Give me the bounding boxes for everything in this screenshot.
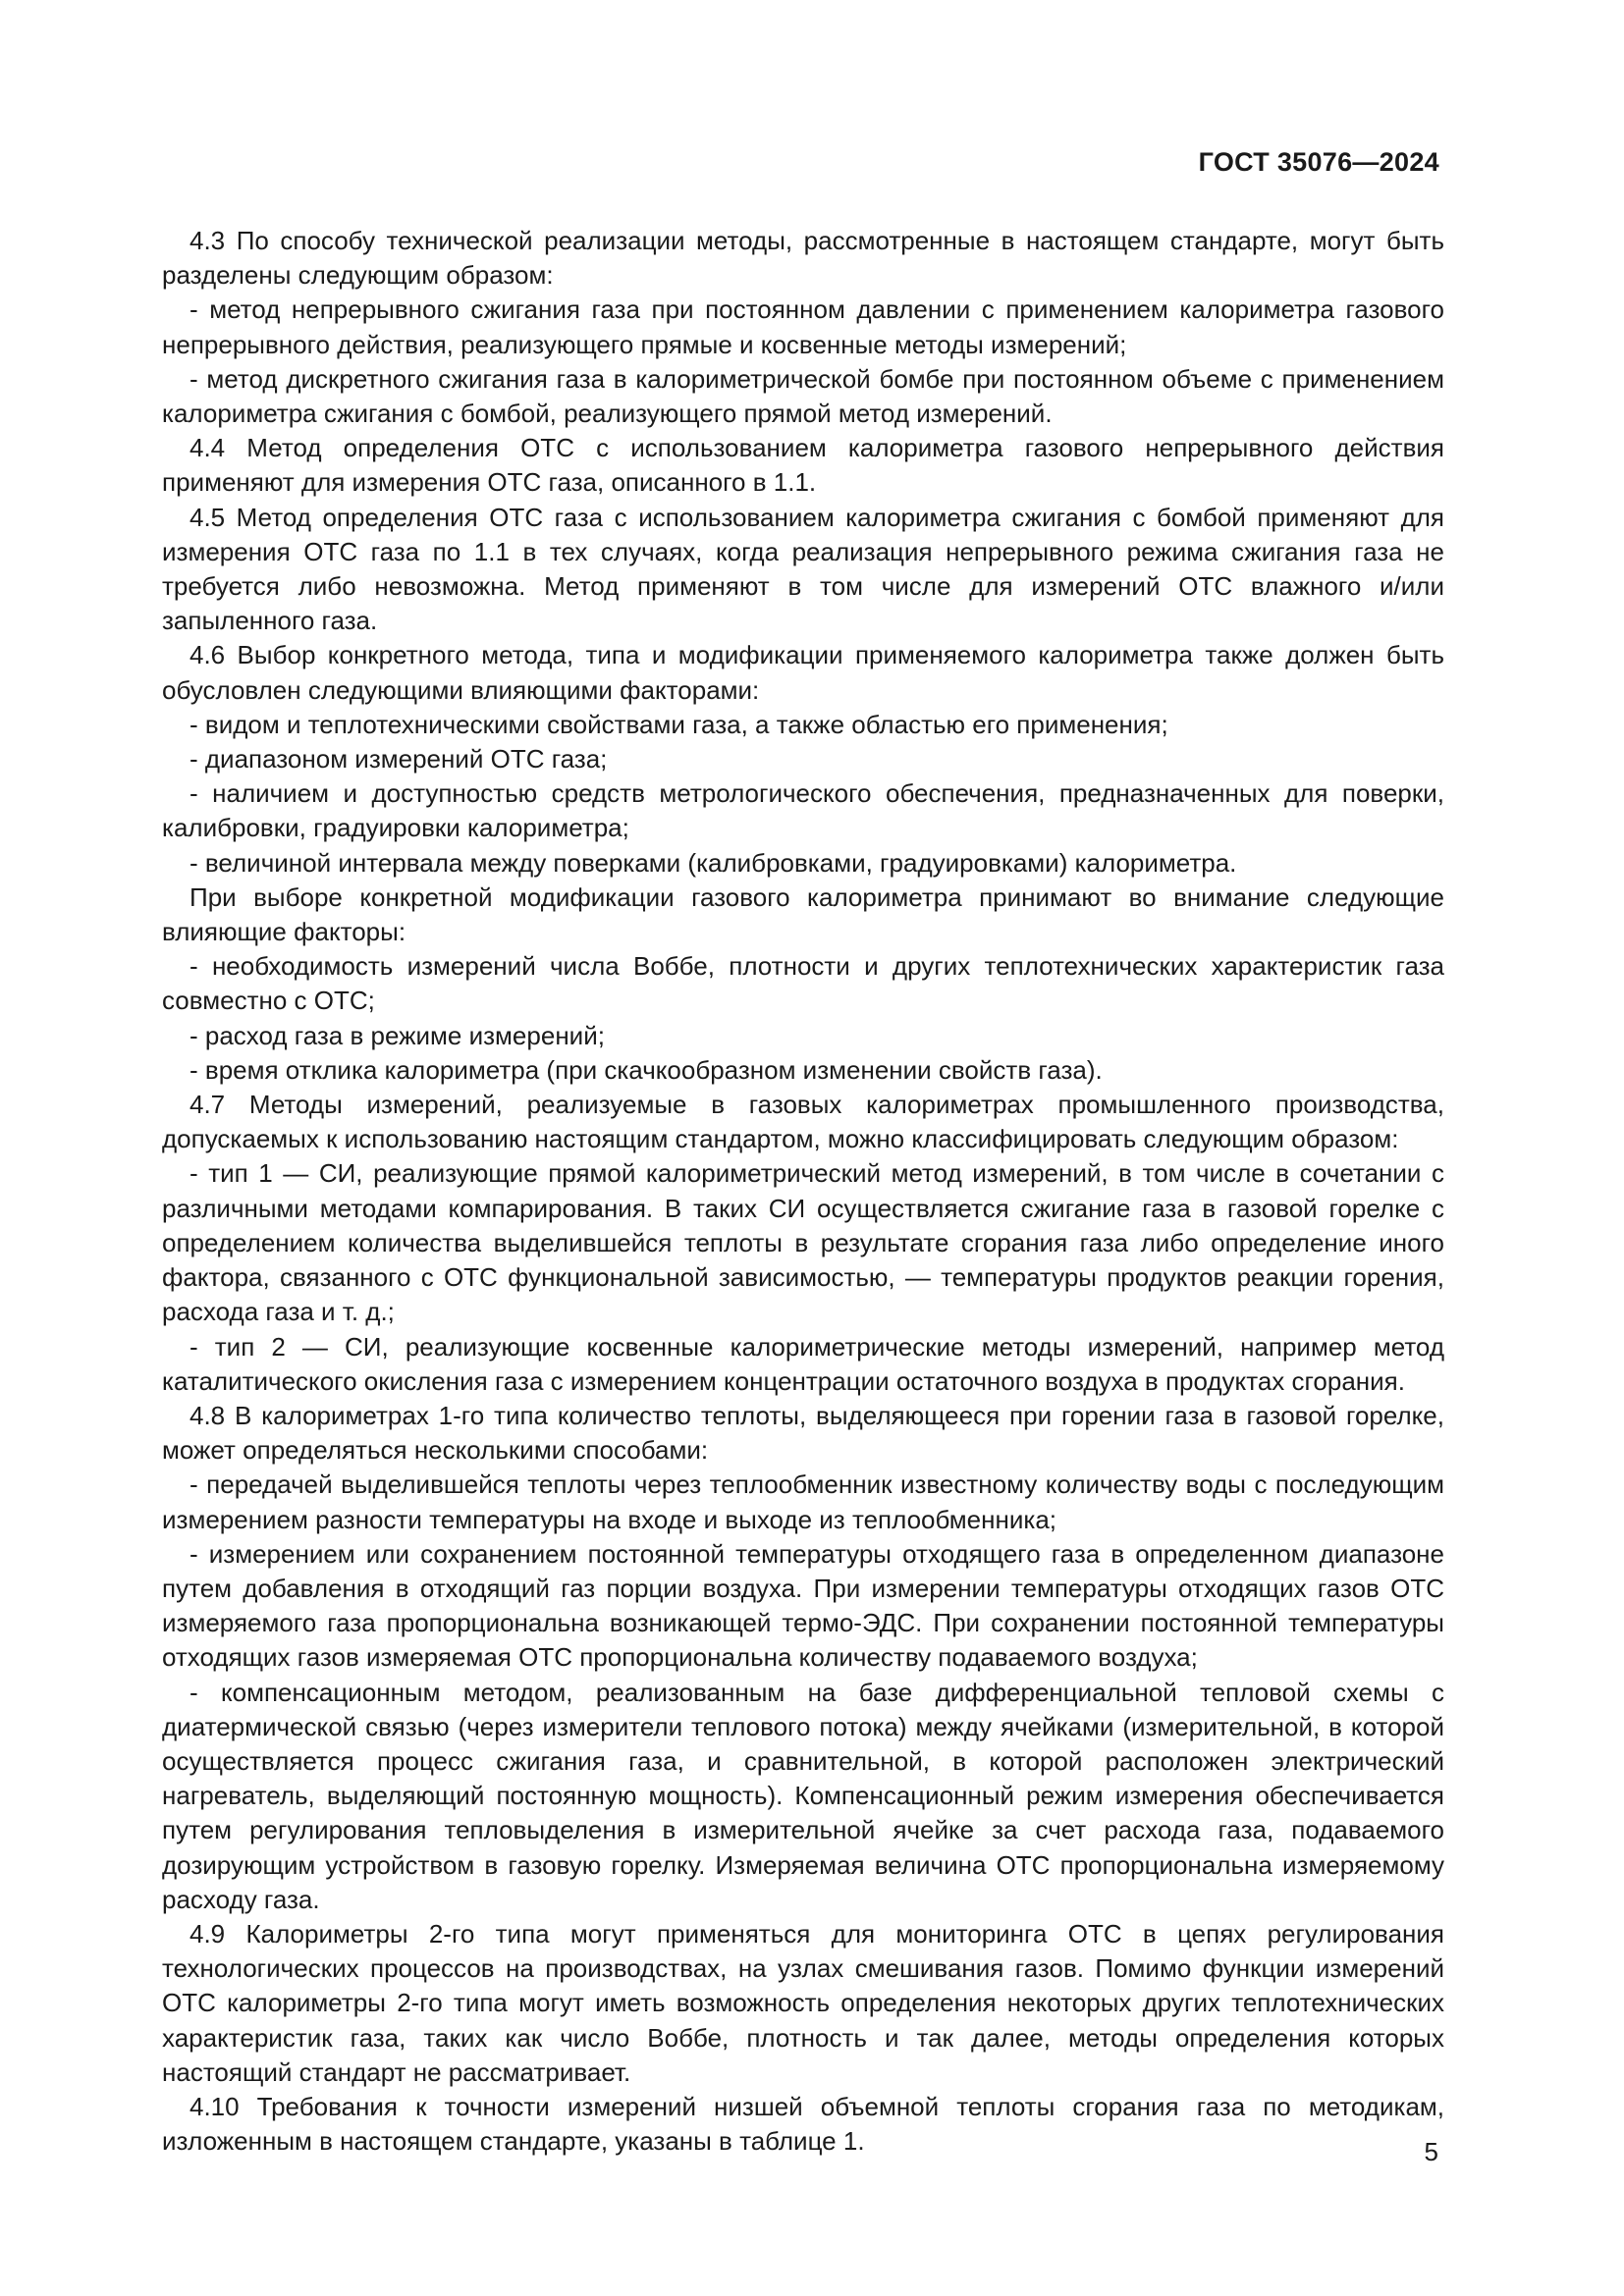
list-item: - время отклика калориметра (при скачкообразном изменении свойств газа). (189, 1054, 1103, 1085)
list-item: - компенсационным методом, реализованным на базе дифференциальной тепловой схемы с диатермической связью (через измерители теплового потока) между ячейками (измерительной, в которой осуществляется процесс сжигания газа, и сравнительной, в которой расположен электрический нагреватель, выделяющий постоянную мощность). Компенсационный режим измерения обеспечивается путем регулирования тепловыделения в измерительной ячейке за счет расхода газа, подаваемого дозирующим устройством в газовую горелку. Измеряемая величина ОТС пропорциональна измеряемому расходу газа. (162, 1677, 1444, 1914)
list-item: - тип 2 — СИ, реализующие косвенные калориметрические методы измерений, например метод каталитического окисления газа с измерением концентрации остаточного воздуха в продуктах сгорания. (162, 1331, 1444, 1396)
list-item: - метод непрерывного сжигания газа при постоянном давлении с применением калориметра газового непрерывного действия, реализующего прямые и косвенные методы измерений; (162, 294, 1444, 359)
list-item: - видом и теплотехническими свойствами газа, а также областью его применения; (189, 709, 1168, 739)
paragraph-4-9: 4.9 Калориметры 2-го типа могут применяться для мониторинга ОТС в цепях регулирования технологических процессов на производствах, на узлах смешивания газов. Помимо функции измерений ОТС калориметры 2-го типа могут иметь возможность определения некоторых других теплотехнических характеристик газа, таких как число Воббе, плотность и так далее, методы определения которых настоящий стандарт не рассматривает. (162, 1918, 1444, 2087)
list-item: - величиной интервала между поверками (калибровками, градуировками) калориметра. (189, 847, 1237, 878)
paragraph-4-4: 4.4 Метод определения ОТС с использованием калориметра газового непрерывного действия применяют для измерения ОТС газа, описанного в 1.1. (162, 433, 1444, 498)
page-number: 5 (1424, 2137, 1438, 2166)
paragraph-4-10: 4.10 Требования к точности измерений низшей объемной теплоты сгорания газа по методикам, изложенным в настоящем стандарте, указаны в таблице 1. (162, 2091, 1444, 2157)
document-id-header: ГОСТ 35076—2024 (1198, 147, 1439, 177)
paragraph-4-7: 4.7 Методы измерений, реализуемые в газовых калориметрах промышленного производства, допускаемых к использованию настоящим стандартом, можно классифицировать следующим образом: (162, 1090, 1444, 1154)
list-item: - наличием и доступностью средств метрологического обеспечения, предназначенных для поверки, калибровки, градуировки калориметра; (162, 778, 1444, 843)
paragraph-4-5: 4.5 Метод определения ОТС газа с использованием калориметра сжигания с бомбой применяют для измерения ОТС газа по 1.1 в тех случаях, когда реализация непрерывного режима сжигания газа не требуется либо невозможна. Метод применяют в том числе для измерений ОТС влажного и/или запыленного газа. (162, 502, 1444, 636)
paragraph-4-8: 4.8 В калориметрах 1-го типа количество теплоты, выделяющееся при горении газа в газовой горелке, может определяться несколькими способами: (162, 1400, 1444, 1466)
paragraph-4-6: 4.6 Выбор конкретного метода, типа и модификации применяемого калориметра также должен быть обусловлен следующими влияющими факторами: (162, 640, 1444, 705)
list-item: - расход газа в режиме измерений; (189, 1020, 605, 1050)
list-item: - метод дискретного сжигания газа в калориметрической бомбе при постоянном объеме с применением калориметра сжигания с бомбой, реализующего прямой метод измерений. (162, 363, 1444, 429)
paragraph-choice-factors: При выборе конкретной модификации газового калориметра принимают во внимание следующие влияющие факторы: (162, 881, 1444, 947)
list-item: - измерением или сохранением постоянной температуры отходящего газа в определенном диапазоне путем добавления в отходящий газ порции воздуха. При измерении температуры отходящих газов ОТС измеряемого газа пропорциональна возникающей термо-ЭДС. При сохранении постоянной температуры отходящих газов измеряемая ОТС пропорциональна количеству подаваемого воздуха; (162, 1538, 1444, 1673)
document-body (162, 224, 1444, 2159)
list-item: - передачей выделившейся теплоты через теплообменник известному количеству воды с последующим измерением разности температуры на входе и выходе из теплообменника; (162, 1469, 1444, 1534)
list-item: - тип 1 — СИ, реализующие прямой калориметрический метод измерений, в том числе в сочетании с различными методами компарирования. В таких СИ осуществляется сжигание газа в газовой горелке с определением количества выделившейся теплоты в результате сгорания газа либо определение иного фактора, связанного с ОТС функциональной зависимостью, — температуры продуктов реакции горения, расхода газа и т. д.; (162, 1158, 1444, 1327)
list-item: - диапазоном измерений ОТС газа; (189, 744, 608, 774)
paragraph-4-3: 4.3 По способу технической реализации методы, рассмотренные в настоящем стандарте, могут быть разделены следующим образом: (162, 226, 1444, 291)
list-item: - необходимость измерений числа Воббе, плотности и других теплотехнических характеристик газа совместно с ОТС; (162, 951, 1444, 1016)
